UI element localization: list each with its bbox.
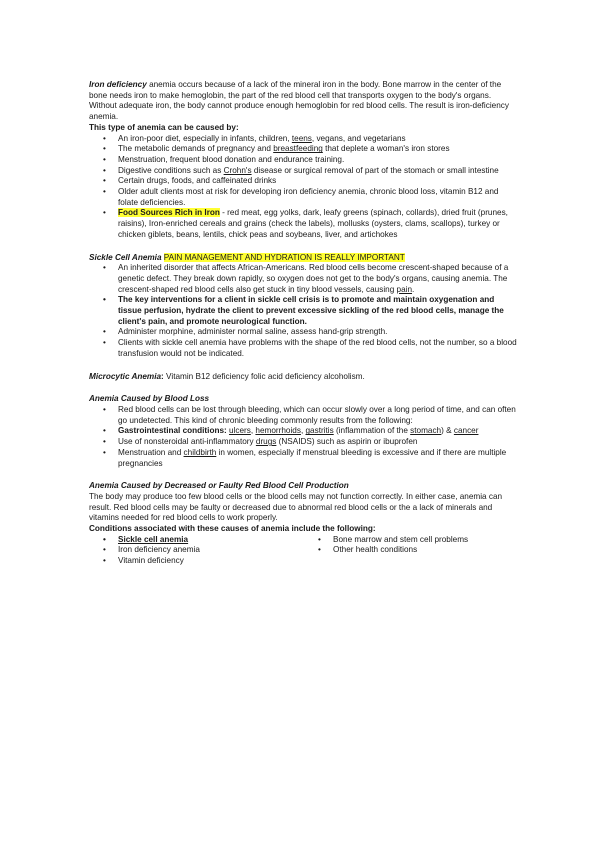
blood-loss-title: Anemia Caused by Blood Loss [89,394,210,404]
decreased-production-paragraph: The body may produce too few blood cells or the blood cells may not function correctly. In either case, anemia can result. Red blood cells may be faulty or decreased due to abnormal red blood cells or the a lack of minerals and vitamins needed for red blood cells to work properly. [89,491,503,523]
list-item: • Menstruation, frequent blood donation and endurance training. [101,155,519,166]
blood-loss-list [101,405,519,469]
list-item: • Digestive conditions such as Crohn's disease or surgical removal of part of the stomach or small intestine [101,166,519,177]
microcytic-title: Microcytic Anemia [89,371,162,381]
pain-link[interactable]: pain [396,284,413,294]
list-item: • Bone marrow and stem cell problems [316,535,519,546]
sickle-cell-heading [89,253,519,264]
list-item: • The metabolic demands of pregnancy and breastfeeding that deplete a woman's iron stores [101,144,519,155]
ulcers-link[interactable]: ulcers [229,426,251,436]
list-item: • Older adult clients most at risk for developing iron deficiency anemia, chronic blood loss, vitamin B12 and folate deficiencies. [101,187,519,208]
list-item: • Vitamin deficiency [101,556,304,567]
sickle-cell-title: Sickle Cell Anemia [89,252,162,262]
list-item: • Administer morphine, administer normal saline, assess hand-grip strength. [101,327,519,338]
list-item: • Iron deficiency anemia [101,545,304,556]
conditions-list-right [316,535,519,567]
list-item: • An inherited disorder that affects African-Americans. Red blood cells become crescent-shaped because of a genetic defect. They break down rapidly, so oxygen does not get to the body's organs, causing anemia. The crescent-shaped red blood cells also get stuck in tiny blood vessels, causing pain. [101,263,519,295]
pain-management-highlight: PAIN MANAGEMENT AND HYDRATION IS REALLY IMPORTANT [163,252,405,262]
list-item: • Certain drugs, foods, and caffeinated drinks [101,176,519,187]
sickle-cell-anemia-link[interactable]: Sickle cell anemia [118,534,189,544]
decreased-production-title: Anemia Caused by Decreased or Faulty Red Blood Cell Production [89,481,349,491]
list-item: • Menstruation and childbirth in women, especially if menstrual bleeding is excessive and if there are multiple pregnancies [101,448,519,469]
drugs-link[interactable]: drugs [255,437,277,447]
iron-deficiency-title: Iron deficiency [89,80,147,89]
list-item: • Red blood cells can be lost through bleeding, which can occur slowly over a long period of time, and can often go undetected. This kind of chronic bleeding commonly results from the following: [101,405,519,426]
hemorrhoids-link[interactable]: hemorrhoids [255,426,301,436]
crohns-link[interactable]: Crohn's [223,165,252,175]
list-item: • Gastrointestinal conditions: ulcers, hemorrhoids, gastritis (inflammation of the stomach) & cancer [101,426,519,437]
cancer-link[interactable]: cancer [453,426,479,436]
conditions-list-left [101,535,304,567]
document-page [89,80,519,567]
conditions-heading: Conditions associated with these causes of anemia include the following: [89,524,376,534]
childbirth-link[interactable]: childbirth [183,447,217,457]
teens-link[interactable]: teens [291,133,312,143]
iron-deficiency-intro: Iron deficiency anemia occurs because of a lack of the mineral iron in the body. Bone marrow in the center of the bone needs iron to make hemoglobin, the part of the red blood cell that transports oxygen to the body's organs. Without adequate iron, the body cannot produce enough hemoglobin for red blood cells. The result is iron-deficiency anemia. [89,80,509,122]
list-item: • Food Sources Rich in Iron - red meat, egg yolks, dark, leafy greens (spinach, collards), dried fruit (prunes, raisins), Iron-enriched cereals and grains (check the labels), mollusks (oysters, clams, scallops), turkey or chicken giblets, beans, lentils, chick peas and soybeans, liver, and artichokes [101,208,519,240]
list-item [101,535,304,546]
food-sources-highlight: Food Sources Rich in Iron [118,208,220,218]
list-item: • Use of nonsteroidal anti-inflammatory drugs (NSAIDS) such as aspirin or ibuprofen [101,437,519,448]
sickle-cell-list [101,263,519,359]
breastfeeding-link[interactable]: breastfeeding [273,144,323,154]
list-item: • The key interventions for a client in sickle cell crisis is to promote and maintain oxygenation and tissue perfusion, hydrate the client to prevent excessive sickling of the red blood cells, manage the client's pain, and promote neurological function. [101,295,519,327]
microcytic-paragraph: Microcytic Anemia: Vitamin B12 deficiency folic acid deficiency alcoholism. [89,371,365,381]
iron-causes-list [101,134,519,241]
list-item: • Other health conditions [316,545,519,556]
stomach-link[interactable]: stomach [410,426,442,436]
list-item: • Clients with sickle cell anemia have problems with the shape of the red blood cells, not the number, so a blood transfusion would not be indicated. [101,338,519,359]
iron-causes-heading: This type of anemia can be caused by: [89,122,239,132]
conditions-columns [89,535,519,567]
list-item: • An iron-poor diet, especially in infants, children, teens, vegans, and vegetarians [101,134,519,145]
gastritis-link[interactable]: gastritis [305,426,334,436]
